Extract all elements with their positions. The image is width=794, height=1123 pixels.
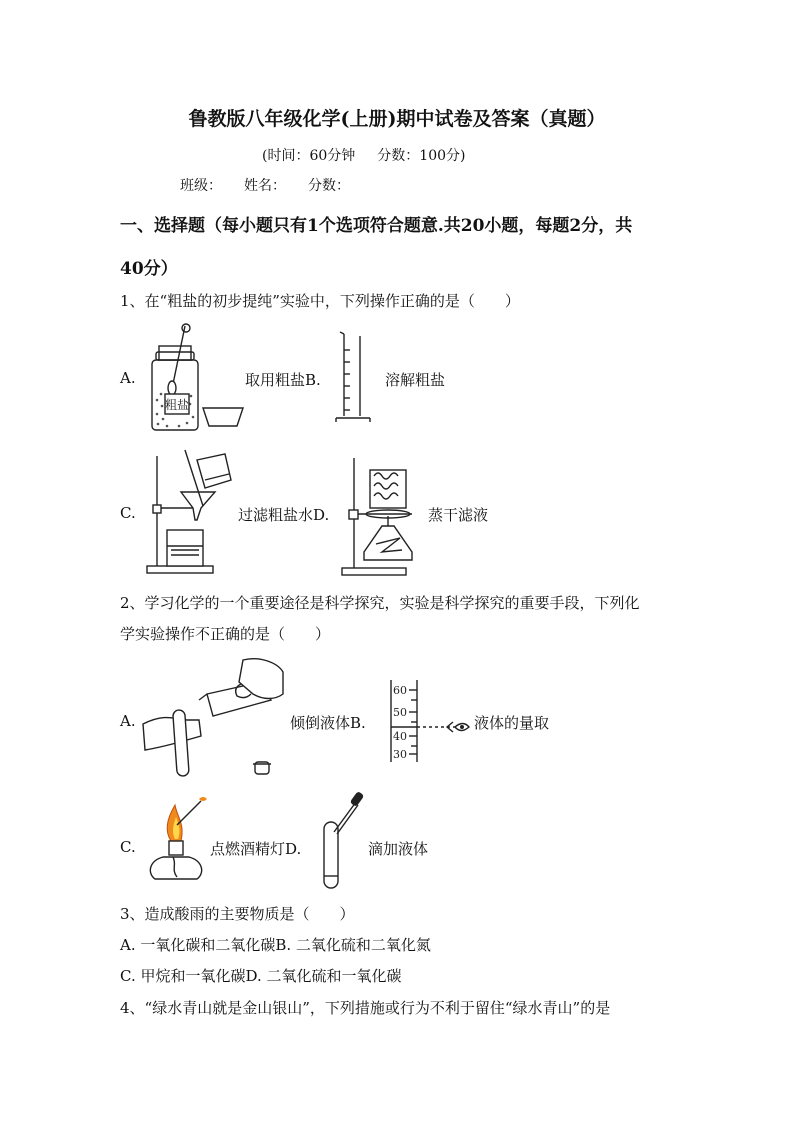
- question-4-stem: 4、“绿水青山就是金山银山”，下列措施或行为不利于留住“绿水青山”的是: [120, 999, 611, 1017]
- section-heading: 一、选择题（每小题只有1个选项符合题意.共20小题，每题2分，共: [120, 216, 633, 236]
- exam-score: 分数：100分): [377, 148, 466, 164]
- student-info: [180, 175, 372, 195]
- salt-jar-label: 粗盐: [164, 398, 190, 412]
- q2-option-a-text: 倾倒液体B.: [290, 714, 366, 732]
- q1-option-c-text: 过滤粗盐水D.: [238, 506, 330, 524]
- q1-option-c-letter: C.: [120, 504, 136, 522]
- q2-option-b-text: 液体的量取: [474, 714, 550, 732]
- q1-option-b-text: 溶解粗盐: [385, 371, 446, 389]
- points-label: 分数：: [308, 178, 350, 194]
- q2-option-c-text: 点燃酒精灯D.: [210, 840, 302, 858]
- q1-option-a-text: 取用粗盐B.: [245, 371, 321, 389]
- filtration-apparatus-figure: [145, 450, 235, 578]
- scale-30: 30: [393, 748, 407, 761]
- dropper-figure: [318, 790, 368, 895]
- question-3-stem: 3、造成酸雨的主要物质是（ ）: [120, 905, 355, 923]
- q2-option-d-text: 滴加液体: [368, 840, 429, 858]
- question-2-stem: 2、学习化学的一个重要途径是科学探究，实验是科学探究的重要手段，下列化: [120, 594, 640, 612]
- evaporation-apparatus-figure: [338, 456, 426, 581]
- section-heading-cont: 40分）: [120, 259, 178, 279]
- question-1-stem: 1、在“粗盐的初步提纯”实验中，下列操作正确的是（ ）: [120, 292, 520, 310]
- pouring-liquid-figure: [143, 654, 288, 782]
- name-label: 姓名：: [244, 178, 286, 194]
- scale-40: 40: [393, 730, 407, 743]
- alcohol-lamp-lighting-figure: [143, 795, 213, 890]
- question-3-options-ab: A. 一氧化碳和二氧化碳B. 二氧化硫和二氧化氮: [120, 936, 431, 954]
- q1-option-a-letter: A.: [120, 369, 136, 387]
- salt-jar-spoon-figure: [145, 322, 255, 437]
- scale-60: 60: [393, 684, 407, 697]
- question-2-stem-cont: 学实验操作不正确的是（ ）: [120, 625, 331, 643]
- exam-time: (时间：60分钟: [262, 148, 356, 164]
- page-title: 鲁教版八年级化学(上册)期中试卷及答案（真题）: [188, 108, 606, 130]
- question-3-options-cd: C. 甲烷和一氧化碳D. 二氧化硫和一氧化碳: [120, 967, 402, 985]
- class-label: 班级：: [180, 178, 222, 194]
- q2-option-c-letter: C.: [120, 838, 136, 856]
- graduated-cylinder-figure: [336, 330, 376, 430]
- q2-option-a-letter: A.: [120, 712, 136, 730]
- q1-option-d-text: 蒸干滤液: [428, 506, 489, 524]
- scale-50: 50: [393, 706, 407, 719]
- exam-meta: [262, 145, 465, 165]
